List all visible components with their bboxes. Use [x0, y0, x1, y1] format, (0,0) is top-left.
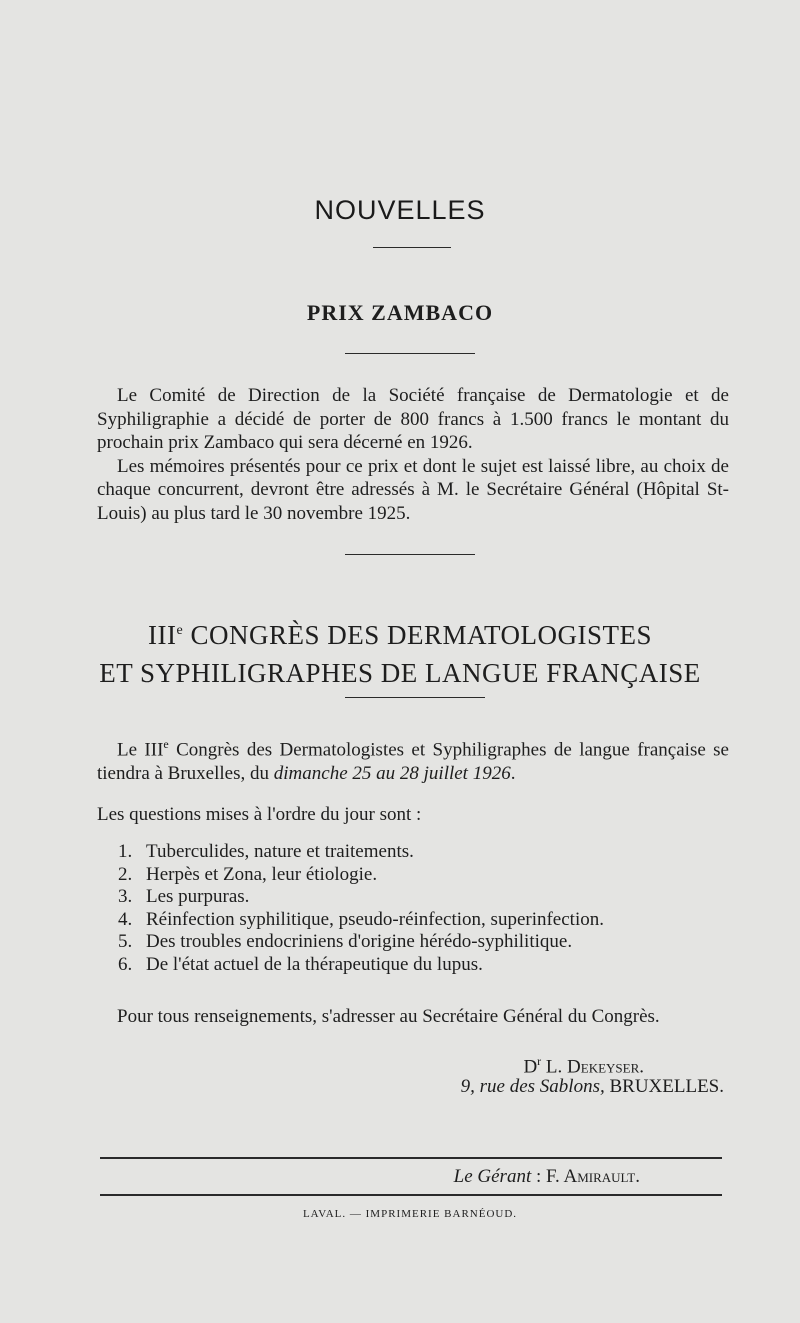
question-number: 3.: [118, 886, 133, 907]
question-item: [118, 841, 738, 864]
question-item: [118, 864, 738, 887]
question-text: De l'état actuel de la thérapeutique du lupus.: [146, 953, 483, 975]
congres-intro: Le IIIe Congrès des Dermatologistes et Syphiligraphes de langue française se tiendra à Bruxelles, du dimanche 25 au 28 juillet 1926.: [97, 737, 729, 784]
section-divider: [345, 554, 475, 555]
question-text: Tuberculides, nature et traitements.: [146, 841, 414, 862]
section-title-nouvelles: NOUVELLES: [314, 195, 486, 225]
question-number: 5.: [118, 931, 133, 952]
prix-underline: [345, 353, 475, 354]
signature-block: $D^r$ L. Dekeyser.: [523, 1054, 644, 1078]
questions-lead: Les questions mises à l'ordre du jour sont :: [97, 804, 422, 825]
question-item: [118, 931, 738, 954]
questions-list: [118, 841, 738, 976]
question-text: Réinfection syphilitique, pseudo-réinfection, superinfection.: [146, 908, 604, 930]
question-number: 2.: [118, 863, 133, 885]
question-item: [118, 909, 738, 932]
congress-dates: dimanche 25 au 28 juillet 1926: [273, 762, 511, 784]
prix-zambaco-heading: PRIX ZAMBACO: [306, 300, 494, 325]
question-number: 4.: [118, 908, 133, 930]
congres-underline: [345, 697, 485, 698]
prix-paragraph-2: Les mémoires présentés pour ce prix et dont le sujet est laissé libre, au choix de chaque concurrent, devront être adressés à M. le Secrétaire Général (Hôpital St-Louis) au plus tard le 30 novembre 1925.: [97, 455, 729, 524]
question-item: [118, 954, 738, 977]
contact-paragraph: Pour tous renseignements, s'adresser au Secrétaire Général du Congrès.: [117, 1006, 660, 1027]
prix-text: [97, 384, 729, 525]
footer-rule-top: [100, 1157, 722, 1159]
question-number: 1.: [118, 841, 133, 862]
question-text: Des troubles endocriniens d'origine hérédo-syphilitique.: [146, 931, 573, 952]
signer-name: L. Dekeyser.: [541, 1056, 644, 1078]
congres-heading-line-1: IIIe CONGRÈS DES DERMATOLOGISTES: [148, 620, 652, 650]
question-item: [118, 886, 738, 909]
title-underline: [373, 247, 451, 248]
address-line: 9, rue des Sablons, BRUXELLES.: [460, 1076, 724, 1097]
question-text: Les purpuras.: [146, 886, 250, 907]
question-number: 6.: [118, 953, 133, 975]
congres-heading: [0, 612, 800, 692]
footer-rule-bottom: [100, 1194, 722, 1196]
imprint-line: LAVAL. — IMPRIMERIE BARNÉOUD.: [302, 1208, 518, 1220]
congres-heading-line-2: ET SYPHILIGRAPHES DE LANGUE FRANÇAISE: [99, 658, 701, 688]
gerant-line: Le Gérant : F. Amirault.: [453, 1166, 640, 1187]
prix-paragraph-1: Le Comité de Direction de la Société française de Dermatologie et de Syphiligraphie a décidé de porter de 800 francs à 1.500 francs le montant du prochain prix Zambaco qui sera décerné en 1926.: [97, 385, 729, 453]
question-text: Herpès et Zona, leur étiologie.: [146, 863, 378, 885]
